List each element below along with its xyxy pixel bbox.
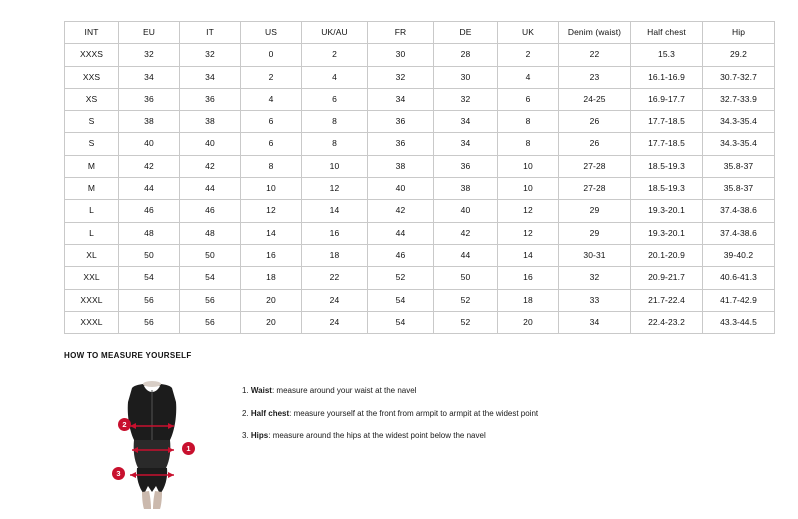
- cell-int: L: [65, 200, 119, 222]
- cell-it: 44: [180, 178, 241, 200]
- cell-de: 44: [434, 244, 498, 266]
- mannequin-figure-icon: [92, 374, 212, 509]
- cell-half-chest: 19.3-20.1: [631, 200, 703, 222]
- cell-de: 40: [434, 200, 498, 222]
- cell-uk: 14: [498, 244, 559, 266]
- table-row: [65, 267, 775, 289]
- cell-denim-waist: 29: [559, 200, 631, 222]
- cell-half-chest: 18.5-19.3: [631, 155, 703, 177]
- cell-fr: 32: [368, 66, 434, 88]
- cell-hip: 43.3-44.5: [703, 311, 775, 333]
- cell-fr: 36: [368, 111, 434, 133]
- cell-de: 52: [434, 289, 498, 311]
- cell-uk: 8: [498, 133, 559, 155]
- column-header-us: US: [241, 22, 302, 44]
- cell-us: 6: [241, 133, 302, 155]
- callout-marker-1: 1: [182, 442, 195, 455]
- cell-de: 50: [434, 267, 498, 289]
- cell-half-chest: 17.7-18.5: [631, 133, 703, 155]
- table-row: [65, 311, 775, 333]
- cell-us: 6: [241, 111, 302, 133]
- cell-eu: 56: [119, 289, 180, 311]
- column-header-it: IT: [180, 22, 241, 44]
- column-header-uk: UK: [498, 22, 559, 44]
- cell-de: 28: [434, 44, 498, 66]
- cell-eu: 54: [119, 267, 180, 289]
- cell-int: S: [65, 111, 119, 133]
- cell-hip: 35.8-37: [703, 155, 775, 177]
- column-header-int: INT: [65, 22, 119, 44]
- cell-us: 10: [241, 178, 302, 200]
- cell-half-chest: 16.9-17.7: [631, 88, 703, 110]
- column-header-uk-au: UK/AU: [302, 22, 368, 44]
- cell-int: XXXL: [65, 289, 119, 311]
- table-row: [65, 44, 775, 66]
- cell-half-chest: 22.4-23.2: [631, 311, 703, 333]
- cell-eu: 48: [119, 222, 180, 244]
- cell-fr: 42: [368, 200, 434, 222]
- cell-uk: 18: [498, 289, 559, 311]
- column-header-de: DE: [434, 22, 498, 44]
- cell-half-chest: 19.3-20.1: [631, 222, 703, 244]
- instruction-number: 3.: [242, 431, 249, 441]
- cell-it: 54: [180, 267, 241, 289]
- cell-fr: 54: [368, 289, 434, 311]
- instruction-description: : measure yourself at the front from armpit to armpit at the widest point: [289, 408, 539, 418]
- mannequin-illustration: [92, 374, 212, 509]
- table-row: [65, 66, 775, 88]
- measure-instructions-list: [242, 374, 538, 454]
- cell-de: 52: [434, 311, 498, 333]
- cell-eu: 44: [119, 178, 180, 200]
- size-chart-table: [64, 21, 775, 334]
- cell-it: 46: [180, 200, 241, 222]
- cell-hip: 34.3-35.4: [703, 111, 775, 133]
- how-to-measure-body: [64, 374, 744, 509]
- instruction-description: : measure around your waist at the navel: [271, 386, 417, 395]
- cell-hip: 29.2: [703, 44, 775, 66]
- cell-denim-waist: 30-31: [559, 244, 631, 266]
- cell-denim-waist: 27-28: [559, 178, 631, 200]
- cell-uk-au: 4: [302, 66, 368, 88]
- cell-uk: 4: [498, 66, 559, 88]
- cell-fr: 40: [368, 178, 434, 200]
- cell-half-chest: 17.7-18.5: [631, 111, 703, 133]
- cell-us: 4: [241, 88, 302, 110]
- cell-eu: 50: [119, 244, 180, 266]
- cell-uk-au: 22: [302, 267, 368, 289]
- cell-denim-waist: 22: [559, 44, 631, 66]
- cell-int: XXL: [65, 267, 119, 289]
- table-row: [65, 133, 775, 155]
- cell-de: 36: [434, 155, 498, 177]
- cell-de: 32: [434, 88, 498, 110]
- cell-uk: 12: [498, 200, 559, 222]
- instruction-term: Waist: [250, 386, 272, 395]
- table-row: [65, 178, 775, 200]
- cell-int: XL: [65, 244, 119, 266]
- instruction-description: : measure around the hips at the widest point below the navel: [268, 431, 486, 441]
- cell-denim-waist: 26: [559, 111, 631, 133]
- cell-us: 14: [241, 222, 302, 244]
- cell-uk: 16: [498, 267, 559, 289]
- cell-it: 56: [180, 311, 241, 333]
- instruction-number: 2.: [242, 408, 249, 418]
- cell-uk-au: 24: [302, 289, 368, 311]
- cell-int: M: [65, 178, 119, 200]
- cell-hip: 35.8-37: [703, 178, 775, 200]
- cell-int: M: [65, 155, 119, 177]
- cell-denim-waist: 24-25: [559, 88, 631, 110]
- cell-it: 40: [180, 133, 241, 155]
- cell-hip: 37.4-38.6: [703, 200, 775, 222]
- cell-fr: 44: [368, 222, 434, 244]
- cell-fr: 52: [368, 267, 434, 289]
- cell-uk-au: 18: [302, 244, 368, 266]
- cell-half-chest: 16.1-16.9: [631, 66, 703, 88]
- cell-uk-au: 8: [302, 111, 368, 133]
- cell-hip: 30.7-32.7: [703, 66, 775, 88]
- table-row: [65, 155, 775, 177]
- cell-us: 0: [241, 44, 302, 66]
- cell-it: 50: [180, 244, 241, 266]
- cell-int: XS: [65, 88, 119, 110]
- cell-it: 32: [180, 44, 241, 66]
- cell-hip: 39-40.2: [703, 244, 775, 266]
- table-row: [65, 111, 775, 133]
- cell-us: 16: [241, 244, 302, 266]
- callout-marker-2: 2: [118, 418, 131, 431]
- cell-half-chest: 15.3: [631, 44, 703, 66]
- cell-eu: 36: [119, 88, 180, 110]
- cell-eu: 56: [119, 311, 180, 333]
- cell-it: 48: [180, 222, 241, 244]
- cell-fr: 36: [368, 133, 434, 155]
- cell-uk-au: 24: [302, 311, 368, 333]
- cell-half-chest: 20.9-21.7: [631, 267, 703, 289]
- cell-uk: 10: [498, 178, 559, 200]
- cell-eu: 38: [119, 111, 180, 133]
- cell-uk: 20: [498, 311, 559, 333]
- size-chart-table-container: [64, 21, 757, 334]
- instruction-number: 1.: [242, 386, 249, 395]
- column-header-denim-waist: Denim (waist): [559, 22, 631, 44]
- cell-eu: 40: [119, 133, 180, 155]
- table-header-row: [65, 22, 775, 44]
- cell-half-chest: 18.5-19.3: [631, 178, 703, 200]
- cell-it: 36: [180, 88, 241, 110]
- cell-it: 42: [180, 155, 241, 177]
- table-row: [65, 289, 775, 311]
- cell-eu: 32: [119, 44, 180, 66]
- cell-hip: 34.3-35.4: [703, 133, 775, 155]
- cell-de: 34: [434, 111, 498, 133]
- cell-us: 12: [241, 200, 302, 222]
- cell-uk-au: 10: [302, 155, 368, 177]
- instruction-term: Half chest: [250, 408, 290, 418]
- cell-int: L: [65, 222, 119, 244]
- cell-hip: 41.7-42.9: [703, 289, 775, 311]
- table-row: [65, 244, 775, 266]
- cell-uk-au: 2: [302, 44, 368, 66]
- column-header-eu: EU: [119, 22, 180, 44]
- cell-us: 2: [241, 66, 302, 88]
- table-row: [65, 200, 775, 222]
- cell-denim-waist: 27-28: [559, 155, 631, 177]
- cell-fr: 34: [368, 88, 434, 110]
- cell-fr: 30: [368, 44, 434, 66]
- how-to-measure-title: HOW TO MEASURE YOURSELF: [64, 351, 192, 360]
- cell-uk-au: 12: [302, 178, 368, 200]
- cell-denim-waist: 29: [559, 222, 631, 244]
- cell-us: 8: [241, 155, 302, 177]
- cell-uk-au: 16: [302, 222, 368, 244]
- cell-it: 38: [180, 111, 241, 133]
- cell-uk-au: 14: [302, 200, 368, 222]
- cell-eu: 46: [119, 200, 180, 222]
- how-to-measure-section: [64, 351, 744, 509]
- cell-denim-waist: 32: [559, 267, 631, 289]
- cell-it: 34: [180, 66, 241, 88]
- column-header-half-chest: Half chest: [631, 22, 703, 44]
- cell-int: S: [65, 133, 119, 155]
- cell-uk: 10: [498, 155, 559, 177]
- cell-de: 42: [434, 222, 498, 244]
- cell-eu: 34: [119, 66, 180, 88]
- cell-fr: 38: [368, 155, 434, 177]
- cell-hip: 32.7-33.9: [703, 88, 775, 110]
- measure-instruction-waist: [242, 386, 538, 396]
- cell-it: 56: [180, 289, 241, 311]
- cell-denim-waist: 33: [559, 289, 631, 311]
- cell-hip: 40.6-41.3: [703, 267, 775, 289]
- cell-uk: 6: [498, 88, 559, 110]
- cell-de: 30: [434, 66, 498, 88]
- cell-uk: 2: [498, 44, 559, 66]
- cell-denim-waist: 26: [559, 133, 631, 155]
- cell-eu: 42: [119, 155, 180, 177]
- cell-int: XXXS: [65, 44, 119, 66]
- cell-uk: 8: [498, 111, 559, 133]
- cell-de: 34: [434, 133, 498, 155]
- cell-half-chest: 21.7-22.4: [631, 289, 703, 311]
- measure-instruction-hips: [242, 431, 538, 441]
- table-row: [65, 88, 775, 110]
- cell-denim-waist: 23: [559, 66, 631, 88]
- cell-int: XXXL: [65, 311, 119, 333]
- cell-us: 20: [241, 311, 302, 333]
- callout-marker-3: 3: [112, 467, 125, 480]
- cell-half-chest: 20.1-20.9: [631, 244, 703, 266]
- cell-uk: 12: [498, 222, 559, 244]
- cell-denim-waist: 34: [559, 311, 631, 333]
- column-header-fr: FR: [368, 22, 434, 44]
- instruction-term: Hips: [250, 431, 269, 441]
- cell-us: 20: [241, 289, 302, 311]
- cell-fr: 46: [368, 244, 434, 266]
- cell-fr: 54: [368, 311, 434, 333]
- cell-uk-au: 8: [302, 133, 368, 155]
- cell-us: 18: [241, 267, 302, 289]
- column-header-hip: Hip: [703, 22, 775, 44]
- table-row: [65, 222, 775, 244]
- cell-hip: 37.4-38.6: [703, 222, 775, 244]
- cell-de: 38: [434, 178, 498, 200]
- cell-int: XXS: [65, 66, 119, 88]
- measure-instruction-half-chest: [242, 409, 538, 419]
- cell-uk-au: 6: [302, 88, 368, 110]
